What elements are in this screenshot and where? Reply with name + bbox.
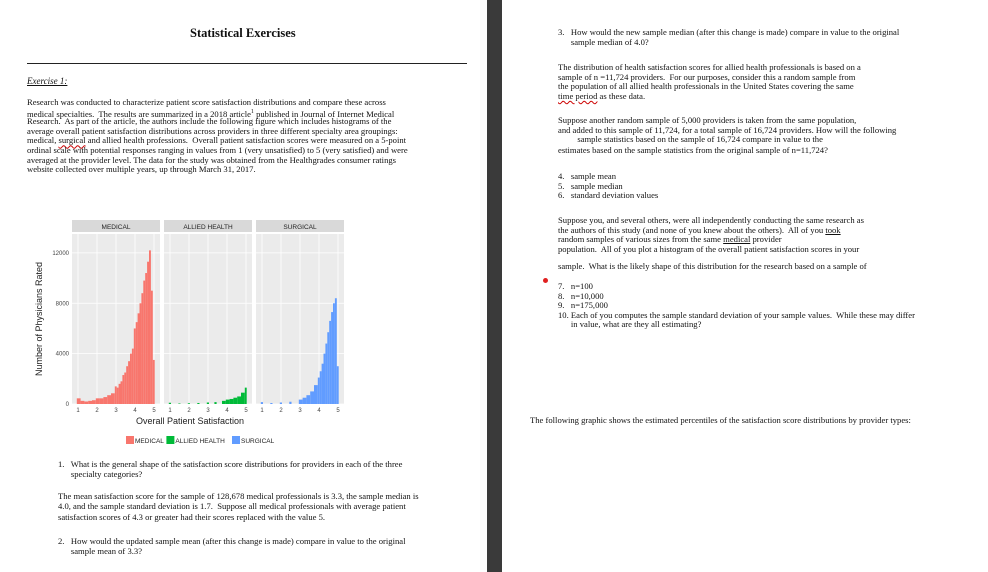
x-tick-label: 1 [76, 408, 80, 414]
histogram-chart [30, 220, 350, 448]
y-tick-label: 12000 [52, 250, 69, 257]
question-1-line-1: 1. What is the general shape of the satisfaction score distributions for providers in each of the three [58, 459, 403, 469]
right-page [502, 0, 988, 572]
histogram-bar-medical [88, 401, 92, 404]
page-gutter [487, 0, 502, 572]
question-3-line-2: sample median of 4.0? [558, 36, 649, 47]
para3-line-4-rest: as these data. [597, 90, 646, 101]
panel-label-1: ALLIED HEALTH [183, 224, 233, 231]
histogram-bar-surgical [306, 395, 310, 404]
title-rule [27, 63, 467, 64]
para1-line-5-rest: and allied health professions. Overall patient satisfaction scores were measured on a 5-point [85, 135, 407, 146]
histogram-bar-medical [103, 397, 107, 404]
question-2-line-2: sample mean of 3.3? [58, 545, 143, 556]
histogram-bar-allied-health [188, 403, 190, 404]
para6: The following graphic shows the estimated percentiles of the satisfaction score distributions by provider types: [530, 415, 911, 425]
histogram-bar-medical [126, 366, 128, 404]
histogram-bar-medical [117, 388, 119, 404]
histogram-bar-allied-health [169, 403, 171, 404]
para2-line-3: satisfaction scores of 4.3 or greater had their scores replaced with the value 5. [58, 512, 326, 522]
panel-label-2: SURGICAL [283, 224, 317, 231]
list1-item-5: 5. sample median [558, 180, 623, 191]
histogram-bar-medical [115, 386, 117, 404]
histogram-bar-surgical [329, 321, 331, 404]
x-tick-label: 3 [298, 408, 302, 414]
histogram-bar-surgical [314, 385, 318, 404]
legend-label-1: ALLIED HEALTH [175, 438, 225, 445]
list2-item-7: 7. n=100 [558, 281, 593, 291]
left-page [0, 0, 487, 572]
para1-line-5-text: medical, [27, 135, 59, 146]
histogram-bar-medical [119, 384, 121, 404]
histogram-bar-allied-health [230, 399, 234, 404]
histogram-bar-allied-health [226, 400, 230, 404]
histogram-bar-surgical [327, 332, 329, 404]
histogram-bar-allied-health [214, 402, 216, 404]
histogram-bar-surgical [337, 366, 339, 404]
histogram-figure [30, 220, 350, 448]
x-tick-label: 4 [225, 408, 229, 414]
para1-line-8: website collected over multiple years, up through March 31, 2017. [27, 164, 256, 175]
histogram-bar-surgical [322, 364, 324, 404]
histogram-bar-medical [121, 381, 123, 404]
para3-line-2: sample of n =11,724 providers. For our purposes, consider this a random sample from [558, 71, 856, 82]
legend-swatch-1 [166, 436, 174, 444]
para4-line-2: and added to this sample of 11,724, for a total sample of 16,724 providers. How will the following [558, 124, 897, 135]
histogram-bar-allied-health [197, 403, 199, 404]
x-tick-label: 3 [114, 408, 118, 414]
para2-line-1: The mean satisfaction score for the sample of 128,678 medical professionals is 3.3, the sample median is [58, 491, 419, 501]
spellcheck-word-surgical[interactable]: surgical [58, 135, 86, 146]
histogram-bar-medical [81, 401, 85, 404]
histogram-bar-allied-health [245, 388, 247, 404]
histogram-bar-medical [92, 400, 96, 404]
histogram-bar-medical [153, 360, 155, 404]
histogram-bar-medical [100, 398, 104, 404]
histogram-bar-medical [96, 398, 100, 404]
y-tick-label: 4000 [55, 351, 69, 358]
para1-line-2-rest: published in Journal of Internet Medical [253, 108, 395, 119]
para5-line-1: Suppose you, and several others, were all independently conducting the same research as [558, 215, 864, 225]
para5-line-3-rest: provider [750, 234, 782, 245]
x-tick-label: 1 [168, 408, 172, 414]
para3-line-3: the population of all allied health professionals in the United States covering the same [558, 81, 854, 92]
histogram-bar-surgical [318, 378, 320, 404]
para5-line-5: sample. What is the likely shape of this distribution for the research based on a sample of [558, 261, 867, 271]
histogram-bar-surgical [303, 398, 307, 404]
para4-line-4: estimates based on the sample statistics from the original sample of n=11,724? [558, 145, 828, 155]
histogram-bar-medical [149, 250, 151, 404]
histogram-bar-surgical [261, 402, 263, 404]
histogram-bar-medical [141, 293, 143, 404]
histogram-bar-allied-health [207, 402, 209, 404]
list1-item-6: 6. standard deviation values [558, 190, 659, 201]
histogram-bar-surgical [310, 391, 314, 404]
histogram-bar-surgical [280, 402, 282, 404]
question-2-line-1: 2. How would the updated sample mean (after this change is made) compare in value to the original [58, 536, 406, 546]
exercise-label: Exercise 1: [27, 76, 68, 86]
legend-swatch-0 [126, 436, 134, 444]
footnote-mark[interactable]: 1 [250, 108, 254, 115]
para1-line-4: average overall patient satisfaction distributions across providers in three different specialty area groupings: [27, 125, 398, 136]
histogram-bar-allied-health [241, 393, 245, 404]
histogram-bar-medical [107, 395, 111, 404]
histogram-bar-surgical [320, 371, 322, 404]
question-3-line-1: 3. How would the new sample median (after this change is made) compare in value to the original [558, 27, 900, 37]
x-axis-label: Overall Patient Satisfaction [135, 416, 245, 426]
x-tick-label: 5 [244, 408, 248, 414]
histogram-bar-surgical [324, 354, 326, 404]
x-tick-label: 2 [95, 408, 99, 414]
para3-line-4 [558, 92, 645, 102]
y-axis-label: Number of Physicians Rated [34, 261, 44, 377]
histogram-bar-surgical [335, 298, 337, 404]
histogram-bar-medical [136, 322, 138, 404]
histogram-bar-medical [130, 354, 132, 404]
x-tick-label: 5 [152, 408, 156, 414]
document-title: Statistical Exercises [190, 26, 296, 40]
y-tick-label: 0 [65, 402, 69, 408]
histogram-bar-medical [124, 373, 126, 404]
x-tick-label: 2 [279, 408, 283, 414]
para1-line-3: Research. As part of the article, the authors include the following figure which includes histograms of the [27, 116, 392, 127]
x-tick-label: 2 [187, 408, 191, 414]
para4-line-3: sample statistics based on the sample of 16,724 compare in value to the [558, 134, 823, 145]
question-1-line-2: specialty categories? [58, 468, 143, 479]
histogram-bar-allied-health [237, 396, 241, 404]
question-10-line-1: 10. Each of you computes the sample standard deviation of your sample values. While these may differ [558, 309, 915, 320]
histogram-bar-surgical [299, 400, 303, 404]
x-tick-label: 1 [260, 408, 264, 414]
para1-line-2-text: medical specialties. The results are summarized in a 2018 article [27, 108, 251, 119]
spellcheck-word-time-period[interactable]: time period [558, 90, 598, 101]
list2-item-9: 9. n=175,000 [558, 300, 608, 311]
x-tick-label: 4 [317, 408, 321, 414]
para1-line-7: averaged at the provider level. The data for the study was obtained from the Healthgrades consumer ratings [27, 154, 397, 165]
histogram-bar-surgical [325, 344, 327, 404]
para5-line-4: population. All of you plot a histogram of the overall patient satisfaction scores in your [558, 243, 860, 254]
para1-line-6: ordinal scale with potential responses ranging in values from 1 (very unsatisfied) to 5 (very satisfied) and were [27, 145, 408, 155]
para5-line-3-text: random samples of various sizes from the same [558, 234, 724, 245]
underlined-word-took[interactable]: took [825, 224, 841, 235]
y-tick-label: 8000 [55, 301, 69, 308]
para2-line-2: 4.0, and the sample standard deviation is 1.7. Suppose all medical professionals with average patient [58, 500, 406, 511]
histogram-bar-allied-health [222, 401, 226, 404]
histogram-bar-medical [128, 361, 130, 404]
histogram-bar-medical [151, 291, 153, 404]
histogram-bar-medical [122, 375, 124, 404]
list1-item-4: 4. sample mean [558, 171, 616, 181]
histogram-bar-medical [77, 398, 81, 404]
list2-item-8: 8. n=10,000 [558, 290, 604, 301]
para3-line-1: The distribution of health satisfaction scores for allied health professionals is based on a [558, 62, 861, 72]
legend-label-2: SURGICAL [241, 438, 275, 445]
legend-label-0: MEDICAL [135, 438, 164, 445]
x-tick-label: 4 [133, 408, 137, 414]
histogram-bar-medical [147, 262, 149, 404]
histogram-bar-allied-health [233, 398, 237, 404]
histogram-bar-surgical [331, 312, 333, 404]
para4-line-1: Suppose another random sample of 5,000 providers is taken from the same population, [558, 115, 857, 125]
histogram-bar-surgical [333, 303, 335, 404]
legend-swatch-2 [232, 436, 240, 444]
histogram-bar-medical [132, 349, 134, 404]
panel-label-0: MEDICAL [101, 224, 131, 231]
histogram-bar-medical [111, 393, 115, 404]
histogram-bar-medical [140, 303, 142, 404]
histogram-bar-medical [145, 273, 147, 404]
histogram-bar-medical [143, 281, 145, 404]
para5-line-2-text: the authors of this study (and none of you knew about the others). All of you [558, 224, 826, 235]
histogram-bar-medical [138, 313, 140, 404]
underlined-word-medical[interactable]: medical [723, 234, 751, 245]
histogram-bar-medical [84, 401, 88, 404]
histogram-bar-surgical [289, 402, 291, 404]
histogram-bar-medical [134, 328, 136, 404]
x-tick-label: 3 [206, 408, 210, 414]
para1-line-1: Research was conducted to characterize patient score satisfaction distributions and compare these across [27, 97, 386, 107]
bullet-marker [543, 278, 548, 283]
histogram-bar-surgical [270, 403, 272, 404]
question-10-line-2: in value, what are they all estimating? [558, 319, 702, 330]
x-tick-label: 5 [336, 408, 340, 414]
histogram-bar-allied-health [178, 403, 180, 404]
